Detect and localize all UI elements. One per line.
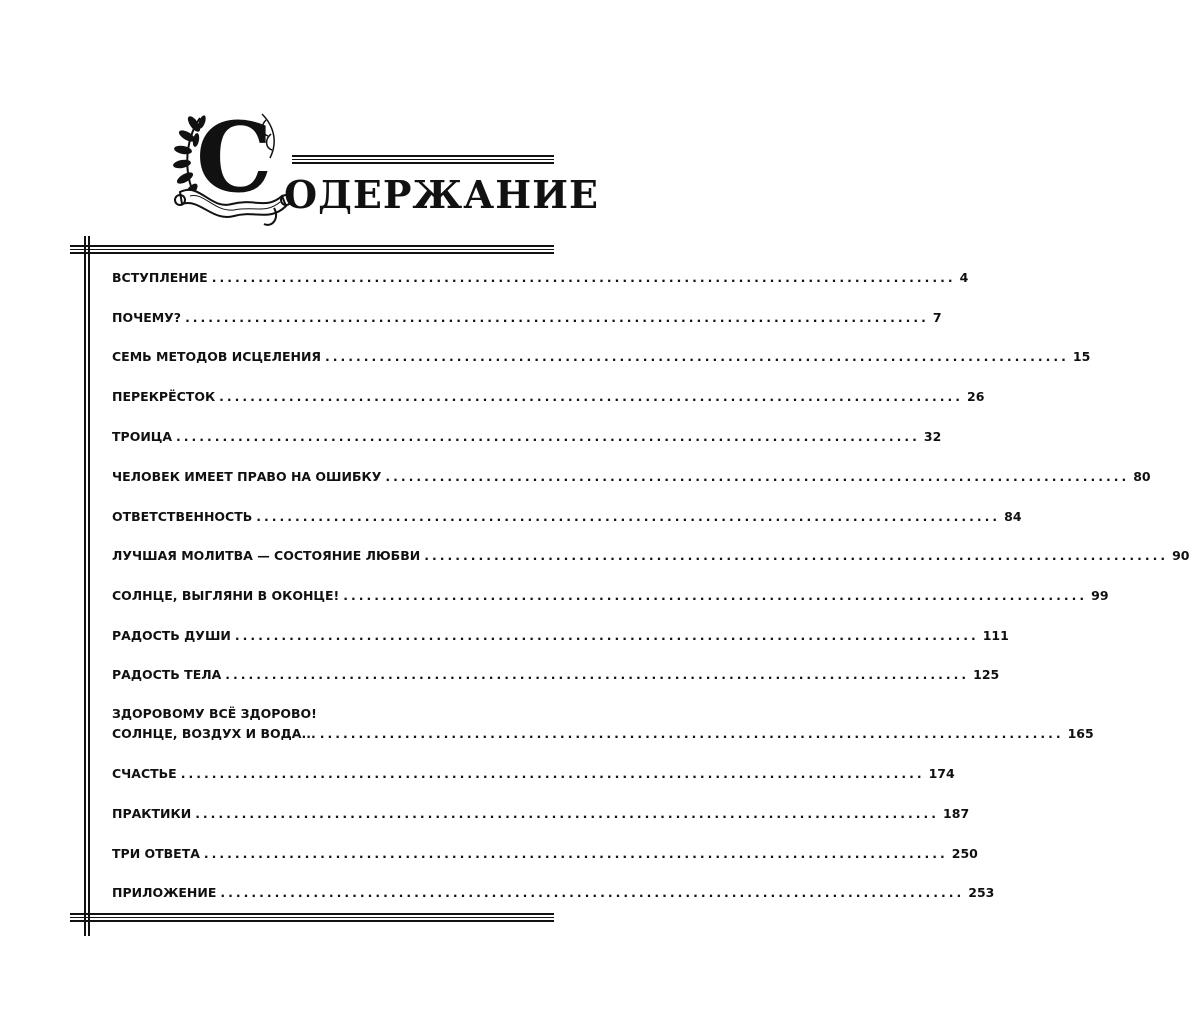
toc-entry[interactable] bbox=[112, 586, 1109, 606]
toc-title: ПРИЛОЖЕНИЕ bbox=[112, 885, 217, 900]
toc-entry[interactable] bbox=[112, 507, 1022, 527]
toc-page: 253 bbox=[968, 885, 995, 900]
toc-entry[interactable] bbox=[112, 764, 955, 784]
bottom-rule bbox=[70, 913, 554, 924]
toc-title: ПРАКТИКИ bbox=[112, 806, 192, 821]
page-title: ОДЕРЖАНИЕ bbox=[284, 172, 600, 217]
toc-title-line1: ЗДОРОВОМУ ВСЁ ЗДОРОВО! bbox=[112, 706, 317, 721]
toc-title: РАДОСТЬ ДУШИ bbox=[112, 628, 231, 643]
toc-page: 165 bbox=[1067, 726, 1094, 741]
leader-dots: ................................................................................................ bbox=[220, 885, 965, 900]
toc-entry[interactable] bbox=[112, 665, 1000, 685]
toc-title: ЛУЧШАЯ МОЛИТВА — СОСТОЯНИЕ ЛЮБВИ bbox=[112, 548, 421, 563]
toc-page: 187 bbox=[943, 806, 970, 821]
toc-entry[interactable] bbox=[112, 883, 995, 903]
toc-entry[interactable] bbox=[112, 844, 978, 864]
toc-page: 250 bbox=[951, 846, 978, 861]
toc-title: СЕМЬ МЕТОДОВ ИСЦЕЛЕНИЯ bbox=[112, 349, 322, 364]
toc-title: ПОЧЕМУ? bbox=[112, 310, 182, 325]
toc-entry[interactable] bbox=[112, 467, 1151, 487]
toc-title: ВСТУПЛЕНИЕ bbox=[112, 270, 208, 285]
toc-page: 174 bbox=[928, 766, 955, 781]
toc-entry[interactable] bbox=[112, 704, 1094, 744]
initial-letter: С bbox=[196, 101, 273, 214]
heading-rule bbox=[292, 155, 554, 166]
toc-page: 80 bbox=[1133, 469, 1151, 484]
leader-dots: ................................................................................................ bbox=[195, 806, 940, 821]
leader-dots: ................................................................................................ bbox=[325, 349, 1069, 364]
leader-dots: ................................................................................................ bbox=[176, 429, 920, 444]
toc-page: 15 bbox=[1072, 349, 1091, 364]
toc-entry[interactable] bbox=[112, 626, 1009, 646]
vertical-rule bbox=[84, 236, 90, 936]
leader-dots: ................................................................................................ bbox=[319, 726, 1064, 741]
toc-page: 111 bbox=[982, 628, 1009, 643]
toc-page: 90 bbox=[1172, 548, 1189, 563]
toc-entry[interactable] bbox=[112, 546, 1189, 566]
toc-entry[interactable] bbox=[112, 387, 985, 407]
leader-dots: ................................................................................................ bbox=[185, 310, 929, 325]
leader-dots: ................................................................................................ bbox=[234, 628, 979, 643]
toc-title: СОЛНЦЕ, ВЫГЛЯНИ В ОКОНЦЕ! bbox=[112, 588, 340, 603]
toc-title: ТРОИЦА bbox=[112, 429, 173, 444]
toc-page: 32 bbox=[923, 429, 942, 444]
toc-entry[interactable] bbox=[112, 347, 1091, 367]
top-rule bbox=[70, 245, 554, 256]
leader-dots: ................................................................................................ bbox=[225, 667, 970, 682]
toc-title: ПЕРЕКРЁСТОК bbox=[112, 389, 216, 404]
toc-title: ТРИ ОТВЕТА bbox=[112, 846, 200, 861]
leader-dots: ................................................................................................ bbox=[203, 846, 948, 861]
toc-entry[interactable] bbox=[112, 268, 969, 288]
toc-title: СЧАСТЬЕ bbox=[112, 766, 177, 781]
toc-page: 125 bbox=[973, 667, 1000, 682]
drop-cap bbox=[170, 100, 295, 240]
toc-title: ОТВЕТСТВЕННОСТЬ bbox=[112, 509, 253, 524]
toc-entry[interactable] bbox=[112, 804, 970, 824]
leader-dots: ................................................................................................ bbox=[385, 469, 1130, 484]
toc-title: ЧЕЛОВЕК ИМЕЕТ ПРАВО НА ОШИБКУ bbox=[112, 469, 382, 484]
toc-title: РАДОСТЬ ТЕЛА bbox=[112, 667, 222, 682]
leader-dots: ................................................................................................ bbox=[180, 766, 925, 781]
leader-dots: ................................................................................................ bbox=[256, 509, 1001, 524]
toc-page: 26 bbox=[967, 389, 985, 404]
toc-title: СОЛНЦЕ, ВОЗДУХ И ВОДА... bbox=[112, 726, 316, 741]
toc-page: 4 bbox=[959, 270, 969, 285]
leader-dots: ................................................................................................ bbox=[219, 389, 964, 404]
toc-page: 99 bbox=[1091, 588, 1109, 603]
toc-entry[interactable] bbox=[112, 308, 942, 328]
leader-dots: ................................................................................................ bbox=[424, 548, 1169, 563]
toc-page: 7 bbox=[932, 310, 942, 325]
toc-page: 84 bbox=[1004, 509, 1022, 524]
leader-dots: ................................................................................................ bbox=[211, 270, 956, 285]
leader-dots: ................................................................................................ bbox=[343, 588, 1088, 603]
toc-entry[interactable] bbox=[112, 427, 942, 447]
